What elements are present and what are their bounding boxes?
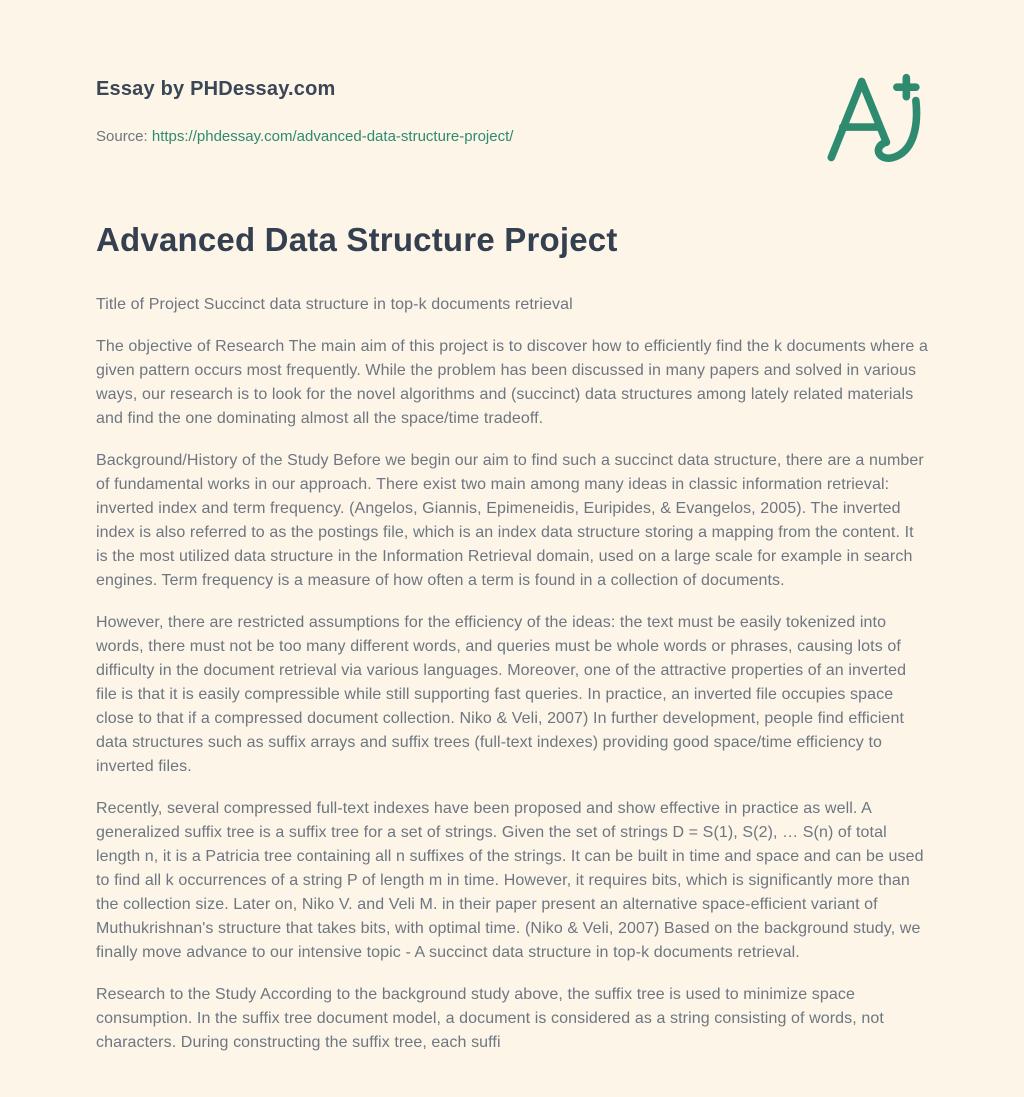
source-line	[96, 128, 928, 145]
article-paragraph: Research to the Study According to the background study above, the suffix tree is used to minimize space consumption. In the suffix tree document model, a document is considered as a string consisting of words, not characters. During constructing the suffix tree, each suffi	[96, 986, 884, 1051]
article-body	[96, 293, 928, 1055]
article-paragraph: Recently, several compressed full-text indexes have been proposed and show effective in practice as well. A generalized suffix tree is a suffix tree for a set of strings. Given the set of strings D = S(1), S(2), … S(n) of total length n, it is a Patricia tree containing all n suffixes of the strings. It can be built in time and space and can be used to find all k occurrences of a string P of length m in time. However, it requires bits, which is significantly more than the collection size. Later on, Niko V. and Veli M. in their paper present an alternative space-efficient variant of Muthukrishnan's structure that takes bits, with optimal time. (Niko & Veli, 2007) Based on the background study, we finally move advance to our intensive topic - A succinct data structure in top-k documents retrieval.	[96, 800, 924, 961]
article-paragraph: Title of Project Succinct data structure in top-k documents retrieval	[96, 296, 573, 313]
article-paragraph: The objective of Research The main aim of this project is to discover how to efficiently find the k documents where a given pattern occurs most frequently. While the problem has been discussed in many papers and solved in various ways, our research is to look for the novel algorithms and (succinct) data structures among lately related materials and find the one dominating almost all the space/time tradeoff.	[96, 338, 928, 427]
article-title: Advanced Data Structure Project	[96, 221, 618, 258]
article-paragraph: Background/History of the Study Before we begin our aim to find such a succinct data structure, there are a number of fundamental works in our approach. There exist two main among many ideas in classic information retrieval: inverted index and term frequency. (Angelos, Giannis, Epimeneidis, Euripides, & Evangelos, 2005). The inverted index is also referred to as the postings file, which is an index data structure storing a mapping from the content. It is the most utilized data structure in the Information Retrieval domain, used on a large scale for example in search engines. Term frequency is a measure of how often a term is found in a collection of documents.	[96, 452, 924, 589]
source-label: Source:	[96, 128, 148, 145]
source-url-link[interactable]: https://phdessay.com/advanced-data-structure-project/	[151, 128, 514, 145]
essay-byline: Essay by PHDessay.com	[96, 78, 336, 100]
article-paragraph: However, there are restricted assumptions for the efficiency of the ideas: the text must be easily tokenized into words, there must not be too many different words, and queries must be whole words or phrases, causing lots of difficulty in the document retrieval via various languages. Moreover, one of the attractive properties of an inverted file is that it is easily compressible while still supporting fast queries. In practice, an inverted file occupies space close to that if a compressed document collection. Niko & Veli, 2007) In further development, people find efficient data structures such as suffix arrays and suffix trees (full-text indexes) providing good space/time efficiency to inverted files.	[96, 614, 907, 775]
